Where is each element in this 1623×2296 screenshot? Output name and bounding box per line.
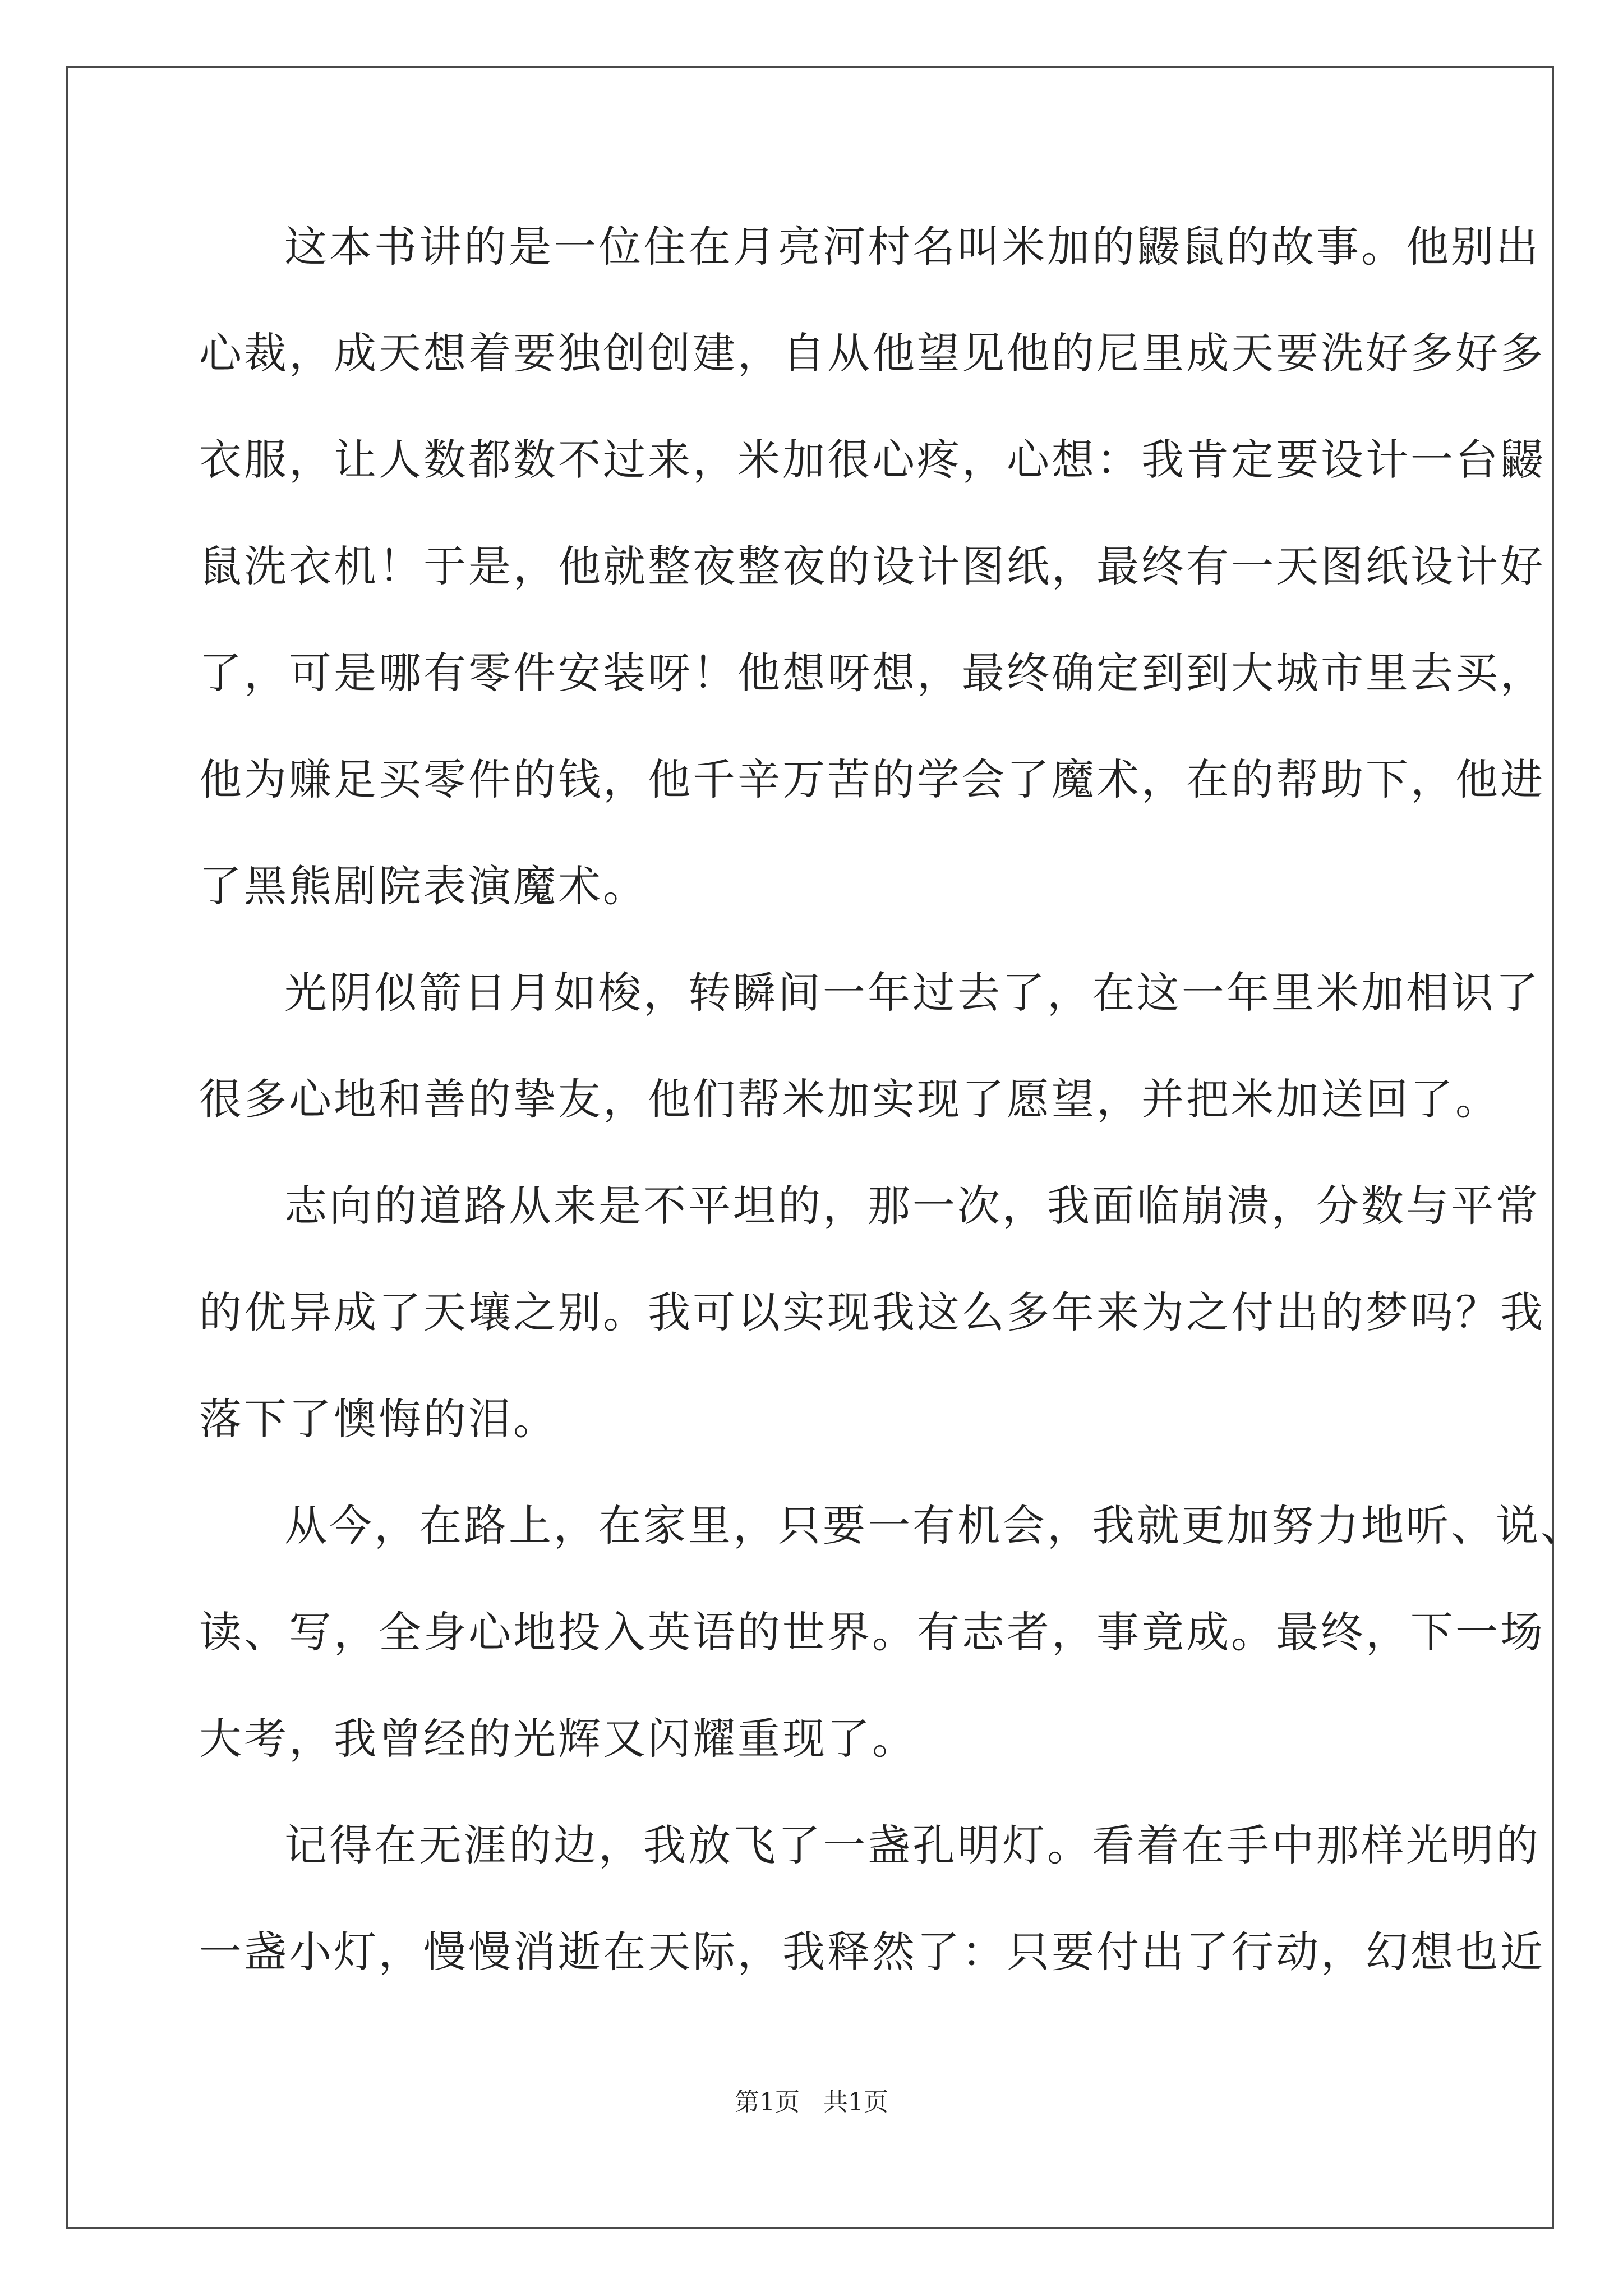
page-frame [66,66,1554,2229]
text-line: 读、写，全身心地投入英语的世界。有志者，事竟成。最终，下一场 [199,1607,1545,1657]
text-line: 的优异成了天壤之别。我可以实现我这么多年来为之付出的梦吗？我 [199,1287,1545,1337]
text-line: 一盏小灯，慢慢消逝在天际，我释然了：只要付出了行动，幻想也近 [199,1927,1545,1977]
text-line: 从今，在路上，在家里，只要一有机会，我就更加努力地听、说、 [284,1501,1585,1550]
text-line: 鼠洗衣机！于是，他就整夜整夜的设计图纸，最终有一天图纸设计好 [199,541,1545,591]
text-line: 心裁，成天想着要独创创建，自从他望见他的尼里成天要洗好多好多 [199,328,1545,378]
text-line: 了，可是哪有零件安装呀！他想呀想，最终确定到到大城市里去买， [199,648,1545,698]
text-line: 大考，我曾经的光辉又闪耀重现了。 [199,1714,917,1764]
page-number-footer: 第1页 共1页 [735,2088,888,2116]
text-line: 落下了懊悔的泪。 [199,1394,558,1444]
text-line: 志向的道路从来是不平坦的，那一次，我面临崩溃，分数与平常 [284,1181,1541,1231]
text-line: 衣服，让人数都数不过来，米加很心疼，心想：我肯定要设计一台鼹 [199,435,1545,485]
text-line: 光阴似箭日月如梭，转瞬间一年过去了，在这一年里米加相识了 [284,968,1541,1018]
text-line: 这本书讲的是一位住在月亮河村名叫米加的鼹鼠的故事。他别出 [284,222,1541,272]
text-line: 很多心地和善的挚友，他们帮米加实现了愿望，并把米加送回了。 [199,1074,1500,1124]
text-line: 他为赚足买零件的钱，他千辛万苦的学会了魔术，在的帮助下，他进 [199,754,1545,804]
text-line: 记得在无涯的边，我放飞了一盏孔明灯。看着在手中那样光明的 [284,1820,1541,1870]
text-line: 了黑熊剧院表演魔术。 [199,861,648,911]
